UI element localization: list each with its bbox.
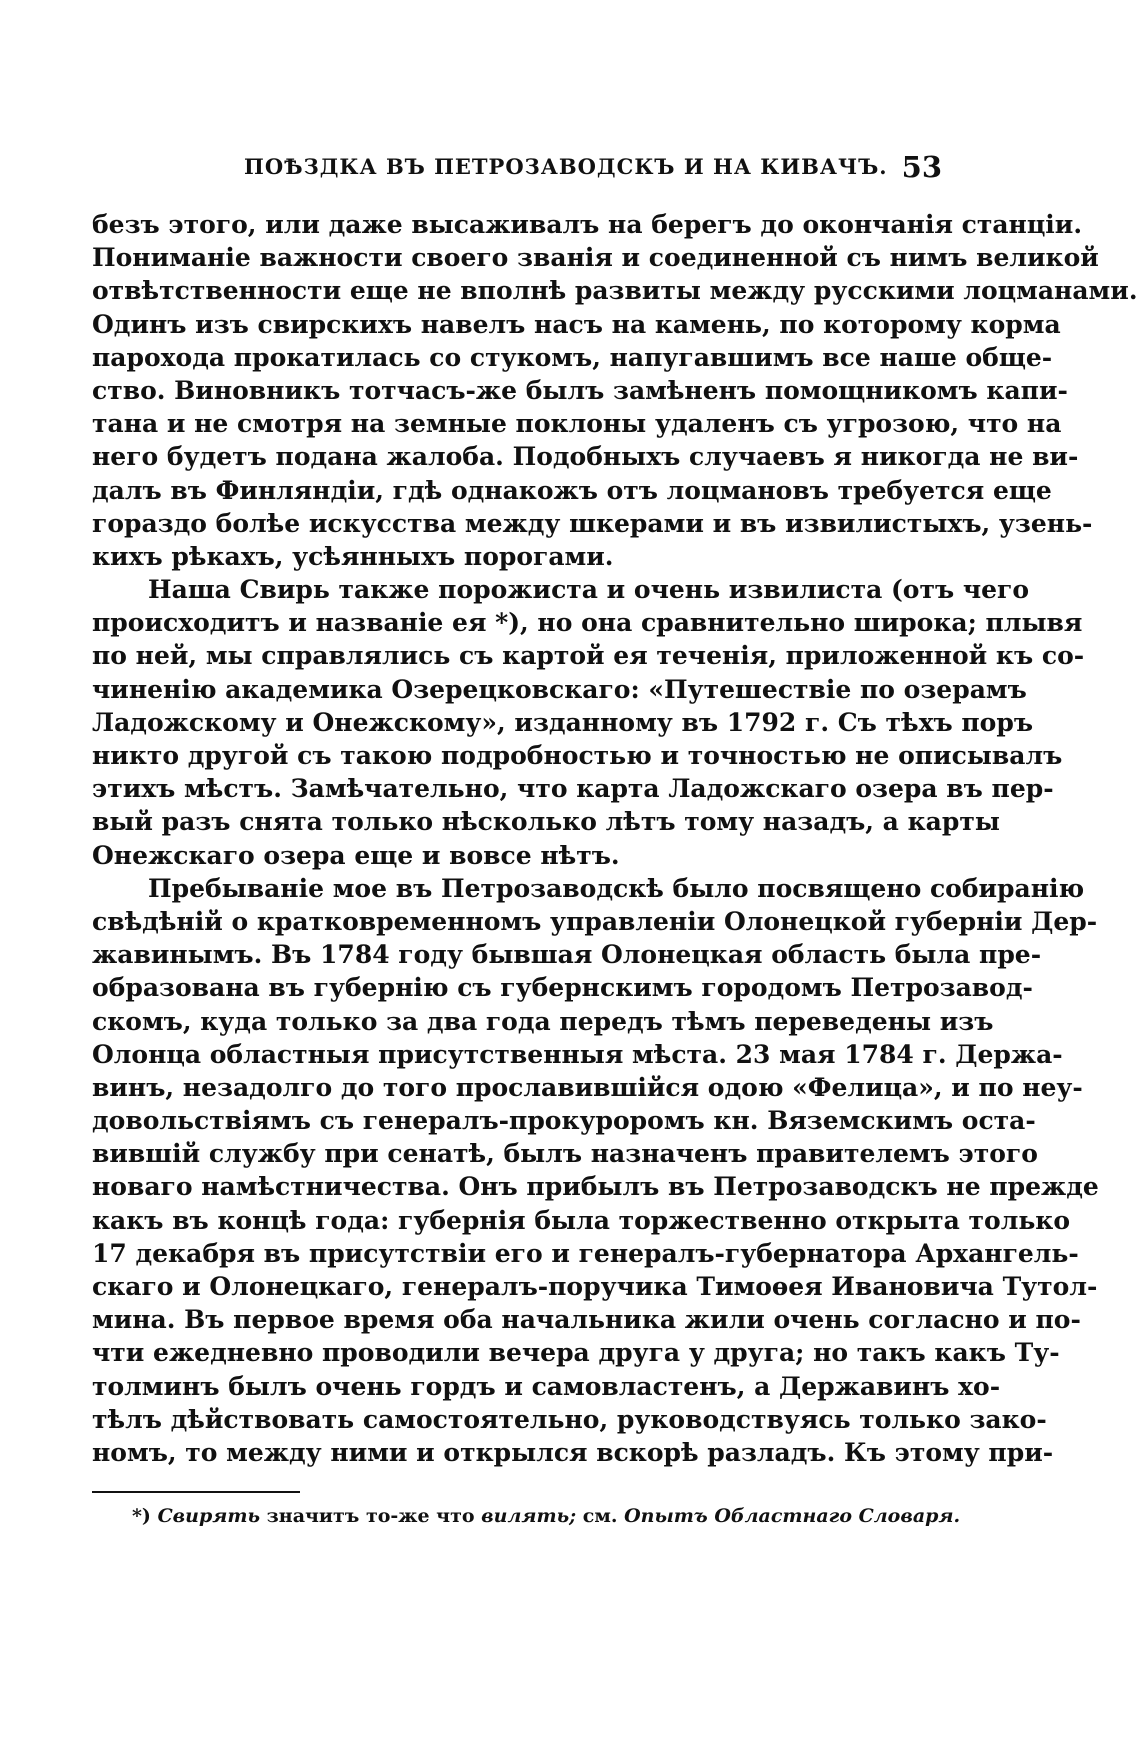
text-line-paragraph-start: Пребываніе мое въ Петрозаводскѣ было посвящено собиранію	[148, 873, 1085, 903]
text-line: довольствіямъ съ генералъ-прокуроромъ кн. Вяземскимъ оста-	[92, 1106, 1036, 1136]
text-line: свѣдѣній о кратковременномъ управленіи Олонецкой губерніи Дер-	[92, 906, 1098, 936]
text-line: происходитъ и названіе ея *), но она сравнительно широка; плывя	[92, 608, 1083, 638]
text-line: Одинъ изъ свирскихъ навелъ насъ на камень, по которому корма	[92, 309, 1061, 339]
text-line: этихъ мѣстъ. Замѣчательно, что карта Ладожскаго озера въ пер-	[92, 774, 1054, 804]
text-line: Пониманіе важности своего званія и соединенной съ нимъ великой	[92, 243, 1099, 273]
text-line-paragraph-end: Онежскаго озера еще и вовсе нѣтъ.	[92, 840, 620, 870]
text-line: далъ въ Финляндіи, гдѣ однакожъ отъ лоцмановъ требуется еще	[92, 475, 1052, 505]
footnote-term-2: вилять;	[481, 1505, 577, 1527]
text-line: жавинымъ. Въ 1784 году бывшая Олонецкая область была пре-	[92, 940, 1042, 970]
footnote-term: Свирять	[157, 1505, 261, 1527]
text-line: никто другой съ такою подробностью и точностью не описывалъ	[92, 741, 1063, 770]
footnote-text: значитъ то-же что	[266, 1505, 475, 1527]
text-line: какъ въ концѣ года: губернія была торжественно открыта только	[92, 1205, 1071, 1235]
text-line: 17 декабря въ присутствіи его и генералъ-губернатора Архангель-	[92, 1238, 1079, 1268]
text-line: тана и не смотря на земные поклоны удаленъ съ угрозою, что на	[92, 409, 1062, 439]
text-line: него будетъ подана жалоба. Подобныхъ случаевъ я никогда не ви-	[92, 442, 1079, 472]
text-line-paragraph-end: кихъ рѣкахъ, усѣянныхъ порогами.	[92, 541, 614, 571]
footnote-text-2: см.	[582, 1505, 618, 1527]
text-line: чиненію академика Озерецковскаго: «Путешествіе по озерамъ	[92, 674, 1027, 704]
text-line: образована въ губернію съ губернскимъ городомъ Петрозавод-	[92, 973, 1033, 1003]
body-text	[92, 208, 1138, 1469]
text-line: тѣлъ дѣйствовать самостоятельно, руководствуясь только зако-	[92, 1404, 1047, 1434]
text-line: вый разъ снята только нѣсколько лѣтъ тому назадъ, а карты	[92, 807, 1000, 837]
text-line: номъ, то между ними и открылся вскорѣ разладъ. Къ этому при-	[92, 1437, 1054, 1467]
running-title: ПОѢЗДКА ВЪ ПЕТРОЗАВОДСКЪ И НА КИВАЧЪ.	[244, 154, 888, 179]
text-line: вившій службу при сенатѣ, былъ назначенъ правителемъ этого	[92, 1139, 1038, 1169]
text-line: толминъ былъ очень гордъ и самовластенъ, а Державинъ хо-	[92, 1371, 1001, 1401]
text-line: винъ, незадолго до того прославившійся одою «Фелица», и по неу-	[92, 1072, 1083, 1102]
text-line: гораздо болѣе искусства между шкерами и въ извилистыхъ, узень-	[92, 508, 1093, 538]
footnote	[132, 1505, 961, 1527]
text-line: безъ этого, или даже высаживалъ на берегъ до окончанія станціи.	[92, 210, 1083, 239]
text-line: мина. Въ первое время оба начальника жили очень согласно и по-	[92, 1305, 1081, 1335]
text-line: по ней, мы справлялись съ картой ея теченія, приложенной къ со-	[92, 641, 1085, 671]
text-line: парохода прокатилась со стукомъ, напугавшимъ все наше обще-	[92, 342, 1053, 372]
text-line: скомъ, куда только за два года передъ тѣмъ переведены изъ	[92, 1006, 994, 1036]
text-line-paragraph-start: Наша Свирь также порожиста и очень извилиста (отъ чего	[148, 575, 1030, 605]
running-head	[92, 150, 942, 190]
text-line: Олонца областныя присутственныя мѣста. 23 мая 1784 г. Держа-	[92, 1039, 1063, 1069]
text-line: ство. Виновникъ тотчасъ-же былъ замѣненъ помощникомъ капи-	[92, 375, 1068, 405]
text-line: Ладожскому и Онежскому», изданному въ 1792 г. Съ тѣхъ поръ	[92, 707, 1034, 737]
footnote-divider	[92, 1491, 300, 1493]
text-line: чти ежедневно проводили вечера друга у друга; но такъ какъ Ту-	[92, 1338, 1060, 1368]
footnote-source: Опытъ Областнаго Словаря.	[624, 1505, 961, 1527]
text-line: отвѣтственности еще не вполнѣ развиты между русскими лоцманами.	[92, 276, 1138, 306]
text-line: скаго и Олонецкаго, генералъ-поручика Тимоѳея Ивановича Тутол-	[92, 1272, 1098, 1301]
text-line: новаго намѣстничества. Онъ прибылъ въ Петрозаводскъ не прежде	[92, 1172, 1099, 1202]
page-number: 53	[901, 150, 942, 184]
footnote-mark: *)	[132, 1505, 151, 1527]
